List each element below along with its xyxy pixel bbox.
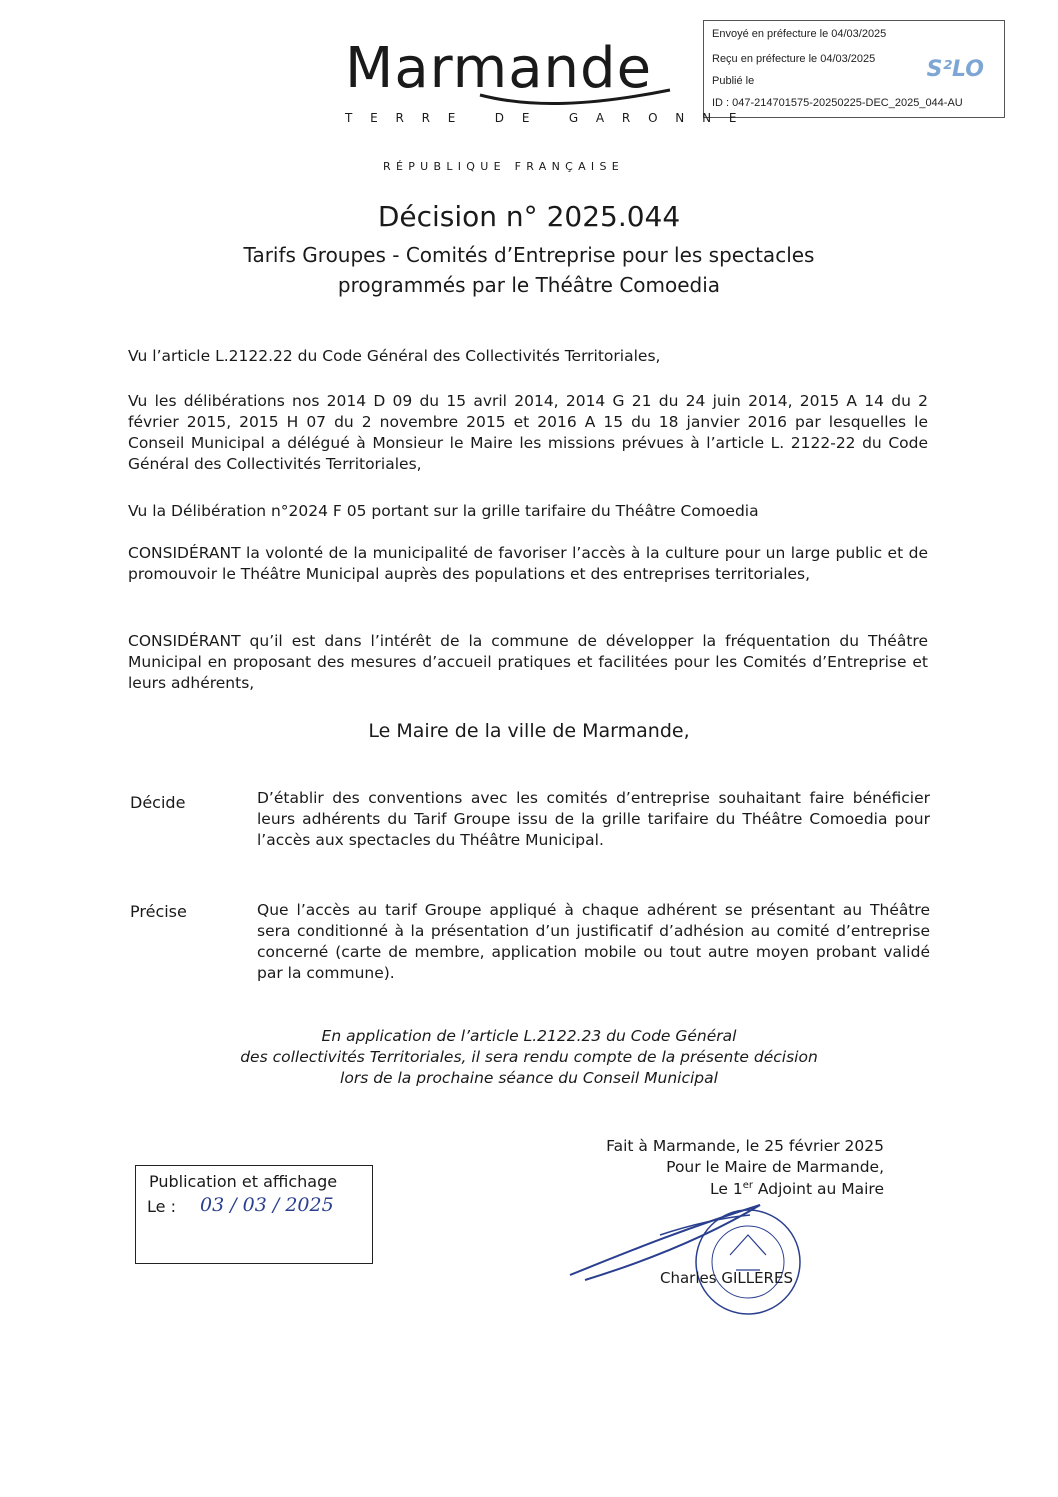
prefecture-stamp — [703, 20, 1005, 118]
decision-subtitle-2: programmés par le Théâtre Comoedia — [337, 273, 721, 297]
logo-swirl-icon — [470, 40, 690, 110]
publication-box — [135, 1165, 373, 1264]
visa-paragraph: Vu les délibérations nos 2014 D 09 du 15 avril 2014, 2014 G 21 du 24 juin 2014, 2015 A 14 du 2 février 2015, 2015 H 07 du 2 novembre 2015 et 2016 A 15 du 18 janvier 2016 par lesquelles le Conseil Municipal a délégué à Monsieur le Maire les missions prévues à l’article L. 2122-22 du Code Général des Collectivités Territoriales, — [128, 392, 928, 473]
publication-label: Publication et affichage — [149, 1172, 338, 1191]
application-line-3: lors de la prochaine séance du Conseil Municipal — [340, 1069, 718, 1087]
publication-date: 03 / 03 / 2025 — [200, 1194, 334, 1216]
precise-text: Que l’accès au tarif Groupe appliqué à chaque adhérent se présentant au Théâtre sera conditionné à la présentation d’un justificatif d’adhésion au comité d’entreprise concerné (carte de membre, application mobile ou tout autre moyen probant validé par la commune). — [257, 901, 930, 982]
signatory-name: Charles GILLERES — [660, 1269, 793, 1287]
visa-paragraph: Vu la Délibération n°2024 F 05 portant sur la grille tarifaire du Théâtre Comoedia — [128, 502, 759, 520]
application-line-1: En application de l’article L.2122.23 du Code Général — [321, 1027, 737, 1045]
stamp-id: ID : 047-214701575-20250225-DEC_2025_044-AU — [712, 97, 963, 109]
visa-paragraph: Vu l’article L.2122.22 du Code Général des Collectivités Territoriales, — [128, 347, 661, 365]
signature-pour: Pour le Maire de Marmande, — [666, 1158, 884, 1176]
application-line-2: des collectivités Territoriales, il sera rendu compte de la présente décision — [240, 1048, 818, 1066]
republique-header: RÉPUBLIQUE FRANÇAISE — [383, 160, 625, 173]
maire-heading: Le Maire de la ville de Marmande, — [368, 720, 690, 742]
stamp-recu: Reçu en préfecture le 04/03/2025 — [712, 53, 876, 65]
decide-label: Décide — [130, 793, 186, 812]
decide-text: D’établir des conventions avec les comités d’entreprise souhaitant faire bénéficier leurs adhérents du Tarif Groupe issu de la grille tarifaire du Théâtre Comoedia pour l’accès aux spectacles du Théâtre Municipal. — [257, 789, 930, 849]
application-note — [0, 1026, 1058, 1089]
stamp-envoye: Envoyé en préfecture le 04/03/2025 — [712, 28, 887, 40]
signature-adjoint: Le 1er Adjoint au Maire — [710, 1180, 884, 1199]
decision-subtitle-1: Tarifs Groupes - Comités d’Entreprise pour les spectacles — [243, 243, 815, 267]
logo-name: Marmande — [345, 36, 653, 101]
precise-label: Précise — [130, 902, 187, 921]
decision-title: Décision n° 2025.044 — [377, 200, 681, 233]
considerant-paragraph: CONSIDÉRANT qu’il est dans l’intérêt de la commune de développer la fréquentation du Théâtre Municipal en proposant des mesures d’accueil pratiques et facilitées pour les Comités d’Entreprise et leurs adhérents, — [128, 632, 928, 692]
logo-tagline: TERRE DE GARONNE — [345, 111, 755, 125]
publication-le-label: Le : — [147, 1197, 176, 1216]
stamp-publie: Publié le — [712, 75, 755, 87]
slo-logo: S²LO — [926, 57, 984, 82]
considerant-paragraph: CONSIDÉRANT la volonté de la municipalité de favoriser l’accès à la culture pour un large public et de promouvoir le Théâtre Municipal auprès des populations et des entreprises territoriales, — [128, 544, 928, 583]
signature-place-date: Fait à Marmande, le 25 février 2025 — [606, 1137, 884, 1155]
handwritten-signature-and-seal — [560, 1180, 820, 1330]
